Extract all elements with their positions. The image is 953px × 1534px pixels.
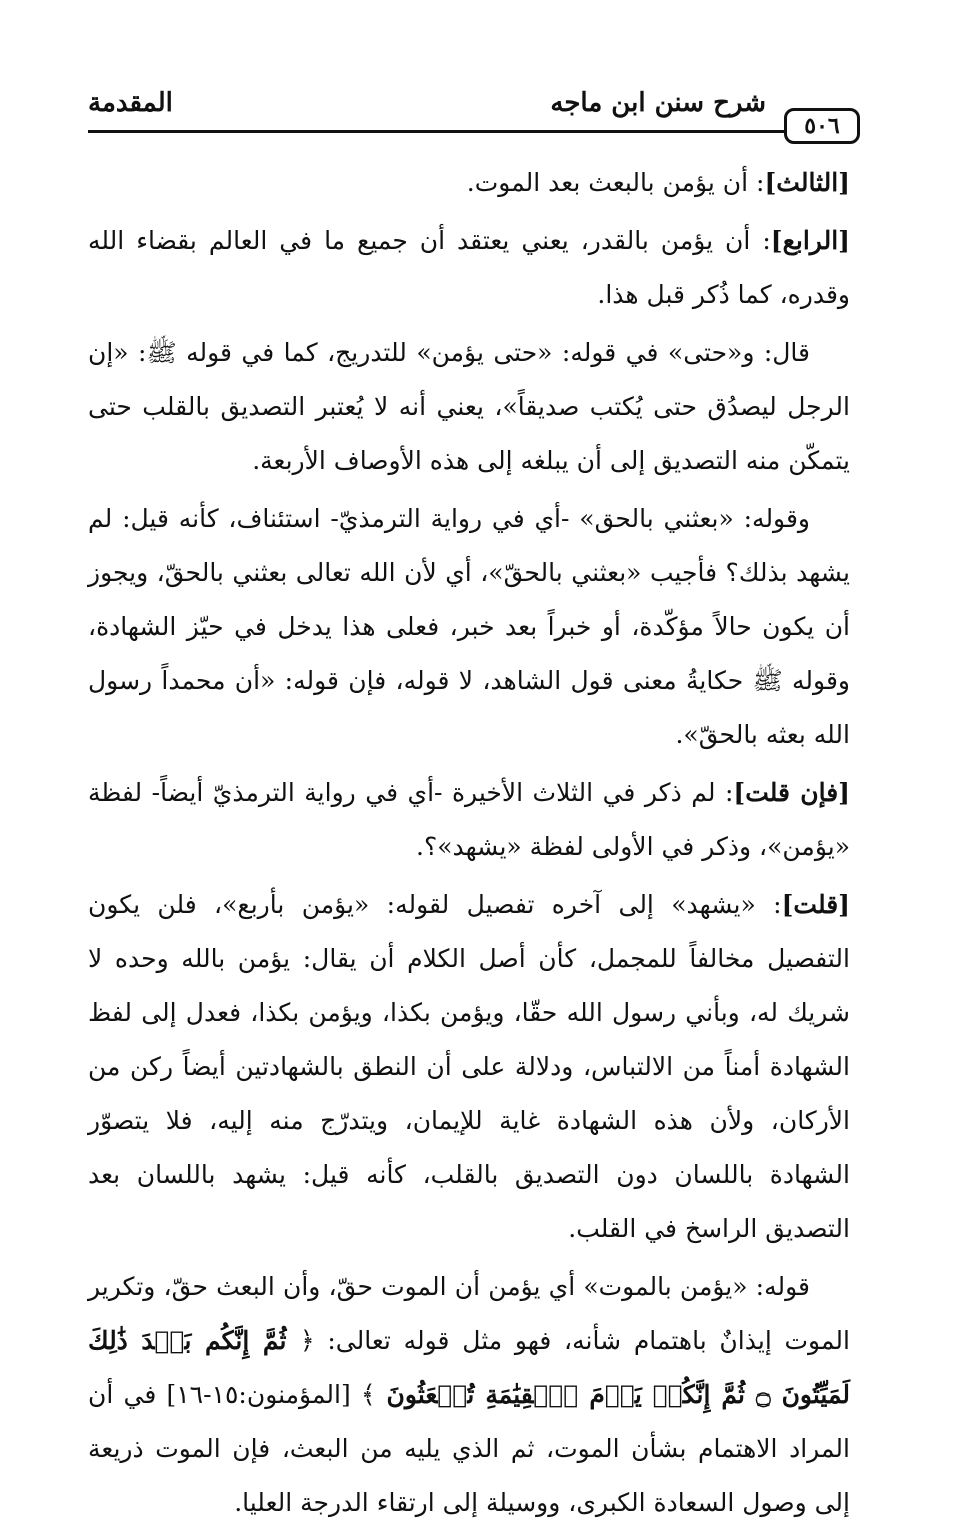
header-rule [88, 130, 800, 133]
paragraph-text: : «يشهد» إلى آخره تفصيل لقوله: «يؤمن بأربع»، فلن يكون التفصيل مخالفاً للمجمل، كأن أصل الكلام أن يقال: يؤمن بالله وحده لا شريك له، وبأني رسول الله حقّا، ويؤمن بكذا، ويؤمن بكذا، فعدل إلى لفظ الشهادة أمناً من الالتباس، ودلالة على أن النطق بالشهادتين أيضاً ركن من الأركان، ولأن هذه الشهادة غاية للإيمان، ويتدرّج منه إليه، فلا يتصوّر الشهادة باللسان دون التصديق بالقلب، كأنه قيل: يشهد باللسان بعد التصديق الراسخ في القلب. [88, 890, 850, 1243]
page-header [88, 88, 860, 148]
paragraph-label: [الرابع] [770, 226, 850, 255]
paragraph-hatta [88, 326, 850, 488]
paragraph-text: قال: و«حتى» في قوله: «حتى يؤمن» للتدريج، كما في قوله ﷺ: «إن الرجل ليصدُق حتى يُكتب صديقاً»، يعني أنه لا يُعتبر التصديق بالقلب حتى يتمكّن منه التصديق إلى أن يبلغه إلى هذه الأوصاف الأربعة. [88, 338, 850, 475]
paragraph-answer [88, 878, 850, 1256]
page-number: ٥٠٦ [784, 108, 860, 144]
paragraph-question [88, 766, 850, 874]
paragraph-baathani [88, 492, 850, 762]
paragraph-text: : لم ذكر في الثلاث الأخيرة -أي في رواية الترمذيّ أيضاً- لفظة «يؤمن»، وذكر في الأولى لفظة «يشهد»؟. [88, 778, 850, 861]
paragraph-death [88, 1260, 850, 1530]
paragraph-text: وقوله: «بعثني بالحق» -أي في رواية الترمذيّ- استئناف، كأنه قيل: لم يشهد بذلك؟ فأجيب «بعثني بالحقّ»، أي لأن الله تعالى بعثني بالحقّ، ويجوز أن يكون حالاً مؤكّدة، أو خبراً بعد خبر، فعلى هذا يدخل في حيّز الشهادة، وقوله ﷺ حكايةُ معنى قول الشاهد، لا قوله، فإن قوله: «أن محمداً رسول الله بعثه بالحقّ». [88, 504, 850, 749]
paragraph-label: [الثالث] [764, 168, 850, 197]
paragraph-fourth [88, 214, 850, 322]
section-title: المقدمة [88, 88, 173, 118]
paragraph-text: : أن يؤمن بالقدر، يعني يعتقد أن جميع ما في العالم بقضاء الله وقدره، كما ذُكر قبل هذا. [88, 226, 850, 309]
paragraph-label: [فإن قلت] [733, 778, 850, 807]
paragraph-text-after: ﴾ [المؤمنون:١٥-١٦] في أن المراد الاهتمام بشأن الموت، ثم الذي يليه من البعث، فإن الموت ذريعة إلى وصول السعادة الكبرى، ووسيلة إلى ارتقاء الدرجة العليا. [88, 1380, 850, 1517]
page-body [88, 156, 850, 1534]
book-title: شرح سنن ابن ماجه [550, 88, 766, 118]
paragraph-text-before: قوله: «يؤمن بالموت» أي يؤمن أن الموت حقّ، وأن البعث حقّ، وتكرير الموت إيذانٌ باهتمام شأنه، فهو مثل قوله تعالى: ﴿ [88, 1272, 850, 1355]
quran-verse: ثُمَّ إِنَّكُم بَعۡدَ ذَٰلِكَ لَمَيِّتُونَ ۝ ثُمَّ إِنَّكُمۡ يَوۡمَ ٱلۡقِيَٰمَةِ تُبۡعَثُونَ [88, 1326, 851, 1409]
paragraph-text: : أن يؤمن بالبعث بعد الموت. [466, 168, 765, 197]
paragraph-label: [قلت] [781, 890, 850, 919]
paragraph-third [88, 156, 850, 210]
